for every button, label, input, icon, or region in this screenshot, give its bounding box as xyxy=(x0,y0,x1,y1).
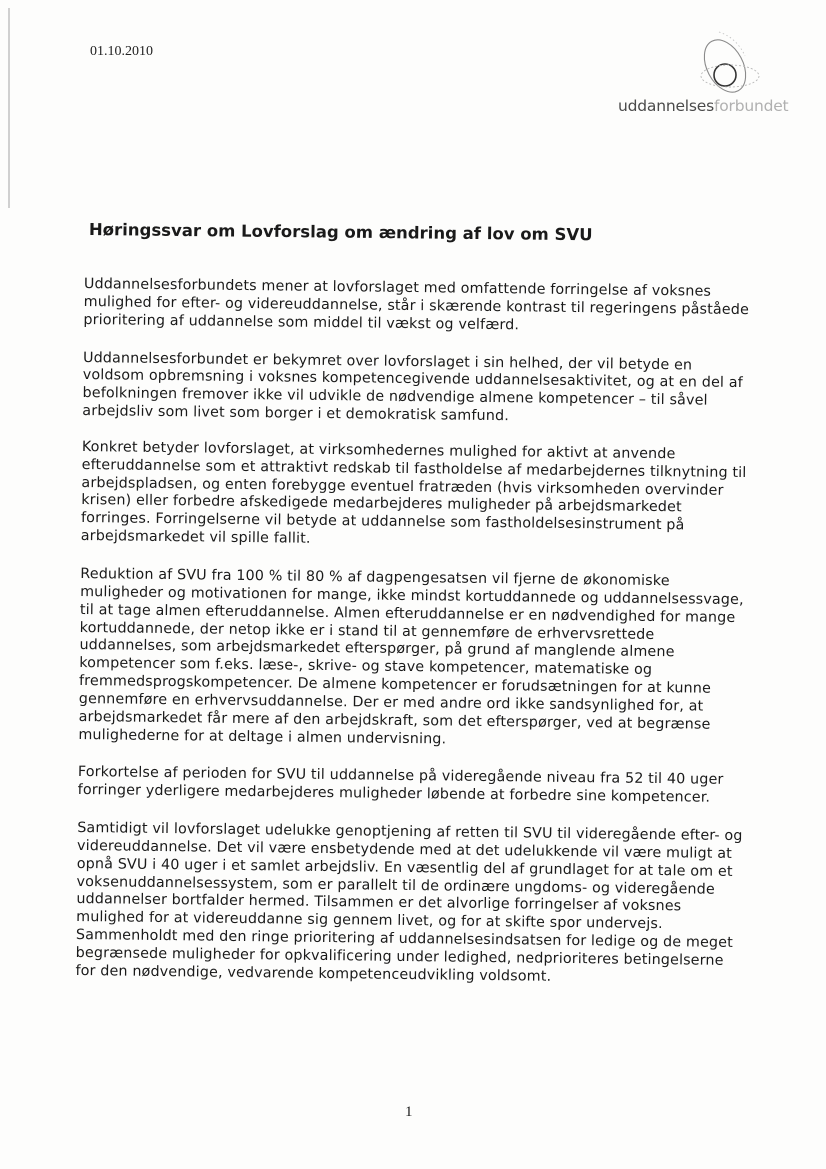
logo-wordmark xyxy=(618,97,788,115)
logo-text-part1: uddannelses xyxy=(618,97,714,115)
paragraph-3: Konkret betyder lovforslaget, at virksomhedernes mulighed for aktivt at anvende efteruddannelse som et attraktivt redskab til fastholdelse af medarbejdernes tilknytning til arbejdspladsen, og enten forebygge eventuel fratræden (hvis virksomheden overvinder krisen) eller forbedre afskedigede medarbejderes muligheder på arbejdsmarkedet forringes. Forringelserne vil betyde at uddannelse som fastholdelsesinstrument på arbejdsmarkedet vil spille fallit. xyxy=(80,438,747,547)
paragraph-4: Reduktion af SVU fra 100 % til 80 % af dagpengesatsen vil fjerne de økonomiske muligheder og motivationen for mange, ikke mindst kortuddannede og uddannelsessvage, til at tage almen efteruddannelse. Almen efteruddannelse er en nødvendighed for mange kortuddannede, der netop ikke er i stand til at gennemføre de erhvervsrettede uddannelses, som arbejdsmarkedet efterspørger, på grund af manglende almene kompetencer som f.eks. læse-, skrive- og stave kompetencer, matematiske og fremmedsprogskompetencer. De almene kompetencer er forudsætningen for at kunne gennemføre en erhvervsuddannelse. Der er med andre ord ikke sandsynlighed for, at arbejdsmarkedet får mere af den arbejdskraft, som det efterspørger, ved at begrænse mulighederne for at deltage i almen undervisning. xyxy=(78,565,744,748)
paragraph-5: Forkortelse af perioden for SVU til uddannelse på videregående niveau fra 52 til 40 uger forringer yderligere medarbejderes muligheder løbende at forbedre sine kompetencer. xyxy=(77,764,724,806)
organization-logo xyxy=(615,28,795,123)
paragraph-6: Samtidigt vil lovforslaget udelukke genoptjening af retten til SVU til videregående efter- og videreuddannelse. Det vil være ensbetydende med at det udelukkende vil være muligt at opnå SVU i 40 uger i et samlet arbejdsliv. En væsentlig del af grundlaget for at tale om et voksenuddannelsessystem, som er parallelt til de ordinære ungdoms- og videregående uddannelser bortfalder hermed. Tilsammen er det alvorlige forringelser af voksnes mulighed for at videreuddanne sig gennem livet, og for at skifte spor undervejs. Sammenholdt med den ringe prioritering af uddannelsesindsatsen for ledige og de meget begrænsede muligheder for opkvalificering under ledighed, nedprioriteres betingelserne for den nødvendige, vedvarende kompetenceudvikling voldsomt. xyxy=(75,820,743,985)
page-number: 1 xyxy=(405,1104,413,1120)
paragraph-1: Uddannelsesforbundets mener at lovforslaget med omfattende forringelse af voksnes mulighed for efter- og videreuddannelse, står i skærende kontrast til regeringens påståede prioritering af uddannelse som middel til vækst og velfærd. xyxy=(83,276,750,334)
document-title: Høringssvar om Lovforslag om ændring af lov om SVU xyxy=(88,220,593,245)
document-body xyxy=(75,276,754,1007)
paragraph-2: Uddannelsesforbundet er bekymret over lovforslaget i sin helhed, der vil betyde en voldsom opbremsning i voksnes kompetencegivende uddannelsesaktivitet, og at en del af befolkningen fremover ikke vil udvikle de nødvendige almene kompetencer – til såvel arbejdsliv som livet som borger i et demokratisk samfund. xyxy=(82,349,743,425)
scan-edge-mark xyxy=(8,8,10,208)
logo-ellipses-icon xyxy=(685,28,775,100)
document-date: 01.10.2010 xyxy=(90,44,153,59)
logo-text-part2: forbundet xyxy=(713,97,789,115)
